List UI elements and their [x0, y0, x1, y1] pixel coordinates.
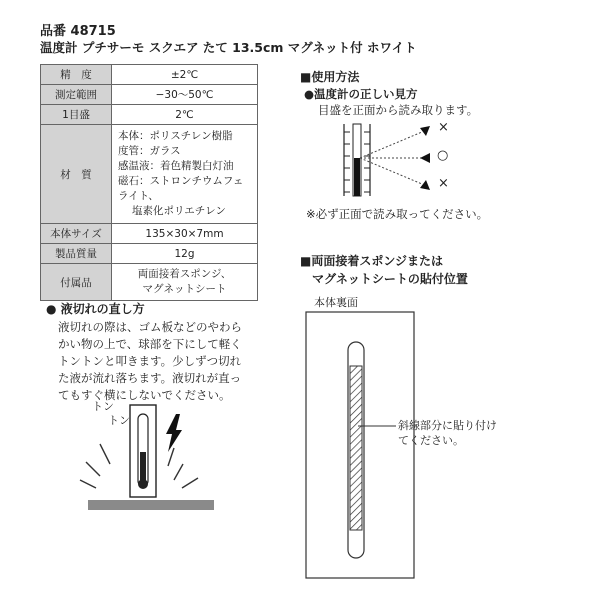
- callout-line-1: 斜線部分に貼り付け: [398, 419, 497, 432]
- wrong-mark-top: ×: [438, 120, 449, 135]
- weight-label: 製品質量: [41, 244, 112, 264]
- material-label: 材 質: [41, 125, 112, 224]
- fix-text: [58, 319, 242, 404]
- diagram-liquid: [354, 158, 360, 196]
- table-row: [41, 264, 258, 301]
- usage-desc: 目盛を正面から読み取ります。: [318, 103, 479, 117]
- fix-line: トントンと叩きます。少しずつ切れ: [58, 354, 242, 368]
- sponge-title-1: ■両面接着スポンジまたは: [300, 254, 444, 268]
- table-row: [41, 125, 258, 224]
- hatched-area: [350, 366, 362, 530]
- range-value: −30〜50℃: [112, 85, 258, 105]
- eye-icons: [420, 126, 430, 190]
- accessory-value: [112, 264, 258, 301]
- lightning-icon: [166, 414, 182, 452]
- range-label: 測定範囲: [41, 85, 112, 105]
- fix-line: てもすぐ横にしないでください。: [58, 388, 231, 402]
- size-label: 本体サイズ: [41, 224, 112, 244]
- spec-table: [40, 64, 258, 301]
- sound-label-1: トン: [92, 400, 114, 413]
- fix-line: 液切れの際は、ゴム板などのやわら: [58, 320, 242, 334]
- material-value: [112, 125, 258, 224]
- back-label: 本体裏面: [314, 296, 358, 309]
- product-name: 温度計 プチサーモ スクエア たて 13.5cm マグネット付 ホワイト: [40, 40, 417, 55]
- material-line: 感温液：着色精製白灯油: [118, 160, 234, 172]
- fix-line: かい物の上で、球部を下にして軽く: [58, 337, 242, 351]
- material-line: 本体：ポリスチレン樹脂: [118, 130, 233, 142]
- usage-note: ※必ず正面で読み取ってください。: [306, 207, 489, 221]
- sight-lines: [360, 132, 422, 184]
- fix-title: [46, 300, 242, 317]
- usage-title: ■使用方法: [300, 70, 360, 84]
- table-row: [41, 224, 258, 244]
- callout-line-2: てください。: [398, 434, 464, 447]
- fix-section: [46, 300, 242, 404]
- table-row: [41, 85, 258, 105]
- size-value: 135×30×7mm: [112, 224, 258, 244]
- thermometer-bulb: [138, 479, 148, 489]
- scale-label: 1目盛: [41, 105, 112, 125]
- impact-lines-left: [80, 444, 110, 488]
- accessory-line: マグネットシート: [142, 283, 227, 295]
- material-line: 度管：ガラス: [118, 145, 181, 157]
- tapping-illustration: [78, 400, 218, 520]
- accessory-label: 付属品: [41, 264, 112, 301]
- correct-mark: ○: [437, 148, 449, 163]
- weight-value: 12g: [112, 244, 258, 264]
- rubber-mat: [88, 500, 214, 510]
- product-number: 品番 48715: [40, 24, 116, 39]
- scale-value: 2℃: [112, 105, 258, 125]
- sponge-title-2: マグネットシートの貼付位置: [312, 272, 468, 286]
- bullet-icon: ●: [46, 302, 57, 316]
- material-line: 磁石：ストロンチウムフェライト、: [118, 175, 244, 202]
- callout-text: [398, 418, 497, 448]
- fix-title-text: 液切れの直し方: [60, 302, 145, 316]
- accessory-line: 両面接着スポンジ、: [137, 268, 232, 280]
- usage-subtitle: ●温度計の正しい見方: [304, 87, 418, 101]
- table-row: [41, 105, 258, 125]
- sound-label-2: トン: [108, 414, 130, 427]
- fix-line: た液が流れ落ちます。液切れが直っ: [58, 371, 242, 385]
- accuracy-label: 精 度: [41, 65, 112, 85]
- accuracy-value: ±2℃: [112, 65, 258, 85]
- material-line: 塩素化ポリエチレン: [132, 205, 226, 217]
- wrong-mark-bottom: ×: [438, 176, 449, 191]
- impact-lines-right: [168, 448, 198, 488]
- table-row: [41, 65, 258, 85]
- table-row: [41, 244, 258, 264]
